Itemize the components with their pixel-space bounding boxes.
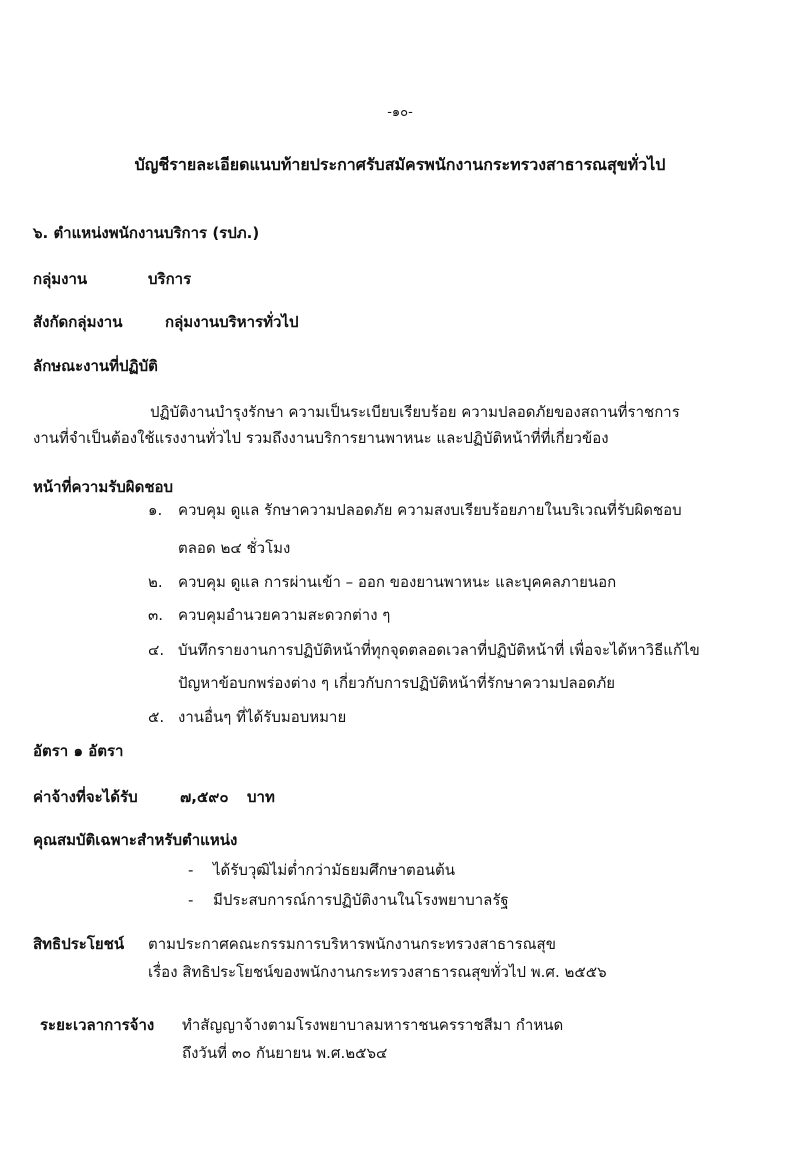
benefits-line: เรื่อง สิทธิประโยชน์ของพนักงานกระทรวงสาธารณสุขทั่วไป พ.ศ. ๒๕๕๖: [148, 963, 607, 981]
rate: อัตรา ๑ อัตรา: [33, 742, 124, 760]
bullet-dash: -: [188, 861, 194, 879]
employment-period-line: ทำสัญญาจ้างตามโรงพยาบาลมหาราชนครราชสีมา กำหนด: [182, 1016, 564, 1034]
job-nature-line: งานที่จำเป็นต้องใช้แรงงานทั่วไป รวมถึงงานบริการยานพาหนะ และปฏิบัติหน้าที่ที่เกี่ยวข้อง: [33, 429, 609, 447]
duty-text: ควบคุม ดูแล การผ่านเข้า – ออก ของยานพาหนะ และบุคคลภายนอก: [178, 573, 617, 591]
duties-label: หน้าที่ความรับผิดชอบ: [33, 478, 174, 496]
duty-text: งานอื่นๆ ที่ได้รับมอบหมาย: [178, 708, 347, 726]
qualifications-label: คุณสมบัติเฉพาะสำหรับตำแหน่ง: [33, 831, 238, 849]
duty-number: ๔.: [148, 641, 165, 659]
affiliation-label: สังกัดกลุ่มงาน: [33, 313, 123, 331]
duty-number: ๓.: [148, 606, 164, 624]
job-nature-line: ปฏิบัติงานบำรุงรักษา ความเป็นระเบียบเรียบร้อย ความปลอดภัยของสถานที่ราชการ: [150, 403, 680, 421]
work-group-value: บริการ: [148, 270, 192, 288]
duty-number: ๕.: [148, 708, 165, 726]
bullet-dash: -: [188, 891, 194, 909]
duty-text-cont: ตลอด ๒๔ ชั่วโมง: [178, 539, 291, 557]
page-title: บัญชีรายละเอียดแนบท้ายประกาศรับสมัครพนักงานกระทรวงสาธารณสุขทั่วไป: [134, 155, 666, 174]
qualification-item: ได้รับวุฒิไม่ต่ำกว่ามัธยมศึกษาตอนต้น: [213, 861, 455, 879]
benefits-label: สิทธิประโยชน์: [33, 935, 125, 953]
page-number: -๑๐-: [387, 105, 413, 120]
duty-text: บันทึกรายงานการปฏิบัติหน้าที่ทุกจุดตลอดเวลาที่ปฏิบัติหน้าที่ เพื่อจะได้หาวิธีแก้ไข: [178, 641, 700, 659]
duty-number: ๒.: [148, 573, 163, 591]
employment-period-label: ระยะเวลาการจ้าง: [40, 1016, 155, 1034]
duty-text-cont: ปัญหาข้อบกพร่องต่าง ๆ เกี่ยวกับการปฏิบัติหน้าที่รักษาความปลอดภัย: [178, 674, 616, 692]
wage-label: ค่าจ้างที่จะได้รับ: [33, 788, 138, 806]
duty-text: ควบคุม ดูแล รักษาความปลอดภัย ความสงบเรียบร้อยภายในบริเวณที่รับผิดชอบ: [178, 501, 682, 519]
job-nature-label: ลักษณะงานที่ปฏิบัติ: [33, 357, 158, 375]
wage-value: ๗,๕๙๐: [180, 788, 229, 806]
benefits-line: ตามประกาศคณะกรรมการบริหารพนักงานกระทรวงสาธารณสุข: [148, 935, 556, 953]
affiliation-value: กลุ่มงานบริหารทั่วไป: [165, 313, 299, 331]
duty-text: ควบคุมอำนวยความสะดวกต่าง ๆ: [178, 606, 391, 624]
position-heading: ๖. ตำแหน่งพนักงานบริการ (รปภ.): [33, 224, 260, 242]
duty-number: ๑.: [148, 501, 163, 519]
work-group-label: กลุ่มงาน: [33, 270, 88, 288]
employment-period-line: ถึงวันที่ ๓๐ กันยายน พ.ศ.๒๕๖๔: [182, 1044, 388, 1062]
qualification-item: มีประสบการณ์การปฏิบัติงานในโรงพยาบาลรัฐ: [213, 891, 509, 909]
wage-unit: บาท: [247, 788, 275, 806]
